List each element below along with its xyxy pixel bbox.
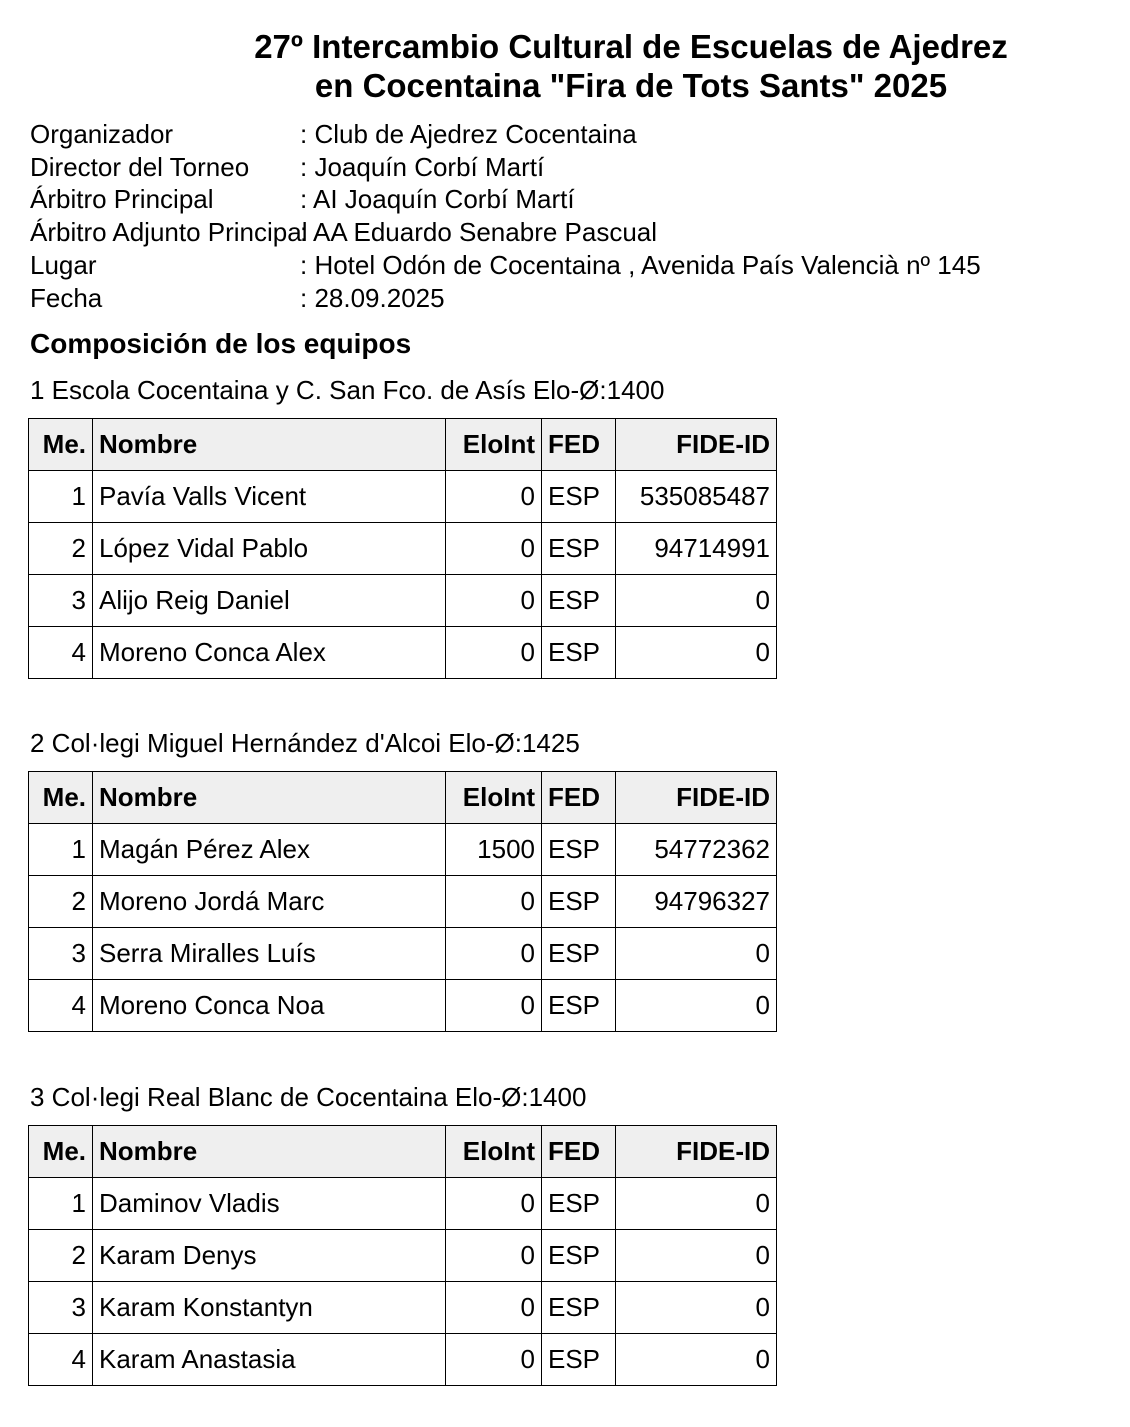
cell-fed: ESP xyxy=(542,1230,616,1282)
cell-board: 2 xyxy=(29,876,93,928)
cell-name: Pavía Valls Vicent xyxy=(93,471,446,523)
page-title-line-1: 27º Intercambio Cultural de Escuelas de Ajedrez xyxy=(254,28,1008,65)
cell-fide-id: 54772362 xyxy=(616,824,777,876)
cell-fed: ESP xyxy=(542,876,616,928)
table-header-row xyxy=(29,1126,777,1178)
cell-elo: 0 xyxy=(446,627,542,679)
cell-elo: 0 xyxy=(446,575,542,627)
cell-fide-id: 535085487 xyxy=(616,471,777,523)
cell-name: Moreno Jordá Marc xyxy=(93,876,446,928)
cell-board: 1 xyxy=(29,824,93,876)
cell-board: 4 xyxy=(29,980,93,1032)
cell-elo: 0 xyxy=(446,1334,542,1386)
column-header-fed: FED xyxy=(542,419,616,471)
cell-board: 3 xyxy=(29,1282,93,1334)
cell-board: 1 xyxy=(29,1178,93,1230)
column-header-elo: EloInt xyxy=(446,772,542,824)
table-row xyxy=(29,928,777,980)
cell-name: Moreno Conca Alex xyxy=(93,627,446,679)
cell-fed: ESP xyxy=(542,928,616,980)
table-row xyxy=(29,1230,777,1282)
cell-board: 3 xyxy=(29,928,93,980)
cell-fide-id: 0 xyxy=(616,1282,777,1334)
table-row xyxy=(29,523,777,575)
cell-fide-id: 0 xyxy=(616,928,777,980)
column-header-fide-id: FIDE-ID xyxy=(616,419,777,471)
table-header-row xyxy=(29,772,777,824)
column-header-me: Me. xyxy=(29,772,93,824)
cell-fed: ESP xyxy=(542,980,616,1032)
team-title: 2 Col·legi Miguel Hernández d'Alcoi Elo-Ø:1425 xyxy=(30,728,580,758)
cell-name: Magán Pérez Alex xyxy=(93,824,446,876)
info-value-director: : Joaquín Corbí Martí xyxy=(300,152,545,182)
cell-fide-id: 0 xyxy=(616,1230,777,1282)
cell-name: Karam Denys xyxy=(93,1230,446,1282)
page-title-line-2: en Cocentaina "Fira de Tots Sants" 2025 xyxy=(314,67,948,104)
info-label-chief-arbiter: Árbitro Principal xyxy=(30,184,214,214)
info-value-deputy-arbiter: : AA Eduardo Senabre Pascual xyxy=(300,217,658,247)
table-row xyxy=(29,1282,777,1334)
cell-fed: ESP xyxy=(542,824,616,876)
cell-fide-id: 0 xyxy=(616,980,777,1032)
cell-fide-id: 0 xyxy=(616,575,777,627)
table-row xyxy=(29,627,777,679)
cell-elo: 0 xyxy=(446,1282,542,1334)
cell-board: 1 xyxy=(29,471,93,523)
info-label-venue: Lugar xyxy=(30,250,97,280)
info-label-deputy-arbiter: Árbitro Adjunto Principal xyxy=(30,217,308,247)
team-title: 3 Col·legi Real Blanc de Cocentaina Elo-Ø:1400 xyxy=(30,1082,587,1112)
table-row xyxy=(29,575,777,627)
column-header-name: Nombre xyxy=(93,772,446,824)
cell-fed: ESP xyxy=(542,575,616,627)
column-header-me: Me. xyxy=(29,1126,93,1178)
cell-name: López Vidal Pablo xyxy=(93,523,446,575)
column-header-name: Nombre xyxy=(93,419,446,471)
cell-board: 3 xyxy=(29,575,93,627)
column-header-name: Nombre xyxy=(93,1126,446,1178)
column-header-fide-id: FIDE-ID xyxy=(616,772,777,824)
cell-fed: ESP xyxy=(542,523,616,575)
cell-name: Daminov Vladis xyxy=(93,1178,446,1230)
column-header-elo: EloInt xyxy=(446,419,542,471)
table-row xyxy=(29,471,777,523)
cell-elo: 1500 xyxy=(446,824,542,876)
cell-name: Karam Anastasia xyxy=(93,1334,446,1386)
cell-fide-id: 94796327 xyxy=(616,876,777,928)
column-header-fide-id: FIDE-ID xyxy=(616,1126,777,1178)
cell-fide-id: 0 xyxy=(616,627,777,679)
cell-elo: 0 xyxy=(446,1230,542,1282)
cell-fed: ESP xyxy=(542,1334,616,1386)
info-value-venue: : Hotel Odón de Cocentaina , Avenida País Valencià nº 145 xyxy=(300,250,981,280)
cell-elo: 0 xyxy=(446,471,542,523)
cell-elo: 0 xyxy=(446,928,542,980)
cell-name: Serra Miralles Luís xyxy=(93,928,446,980)
info-label-organizer: Organizador xyxy=(30,119,174,149)
cell-fed: ESP xyxy=(542,471,616,523)
cell-board: 4 xyxy=(29,627,93,679)
cell-fed: ESP xyxy=(542,1178,616,1230)
column-header-me: Me. xyxy=(29,419,93,471)
cell-name: Alijo Reig Daniel xyxy=(93,575,446,627)
cell-elo: 0 xyxy=(446,1178,542,1230)
cell-fed: ESP xyxy=(542,627,616,679)
cell-elo: 0 xyxy=(446,980,542,1032)
info-value-chief-arbiter: : AI Joaquín Corbí Martí xyxy=(300,184,575,214)
column-header-fed: FED xyxy=(542,1126,616,1178)
table-header-row xyxy=(29,419,777,471)
cell-board: 2 xyxy=(29,1230,93,1282)
cell-elo: 0 xyxy=(446,876,542,928)
team-title: 1 Escola Cocentaina y C. San Fco. de Asís Elo-Ø:1400 xyxy=(30,375,665,405)
info-label-date: Fecha xyxy=(30,283,103,313)
cell-board: 2 xyxy=(29,523,93,575)
table-row xyxy=(29,980,777,1032)
cell-name: Karam Konstantyn xyxy=(93,1282,446,1334)
table-row xyxy=(29,876,777,928)
cell-fed: ESP xyxy=(542,1282,616,1334)
table-row xyxy=(29,1334,777,1386)
team-table xyxy=(28,771,777,1032)
column-header-fed: FED xyxy=(542,772,616,824)
column-header-elo: EloInt xyxy=(446,1126,542,1178)
cell-elo: 0 xyxy=(446,523,542,575)
cell-fide-id: 0 xyxy=(616,1178,777,1230)
team-table xyxy=(28,418,777,679)
cell-board: 4 xyxy=(29,1334,93,1386)
cell-fide-id: 94714991 xyxy=(616,523,777,575)
team-table xyxy=(28,1125,777,1386)
cell-name: Moreno Conca Noa xyxy=(93,980,446,1032)
cell-fide-id: 0 xyxy=(616,1334,777,1386)
section-title: Composición de los equipos xyxy=(30,328,412,359)
table-row xyxy=(29,1178,777,1230)
info-value-date: : 28.09.2025 xyxy=(300,283,445,313)
info-value-organizer: : Club de Ajedrez Cocentaina xyxy=(300,119,637,149)
table-row xyxy=(29,824,777,876)
info-label-director: Director del Torneo xyxy=(30,152,250,182)
